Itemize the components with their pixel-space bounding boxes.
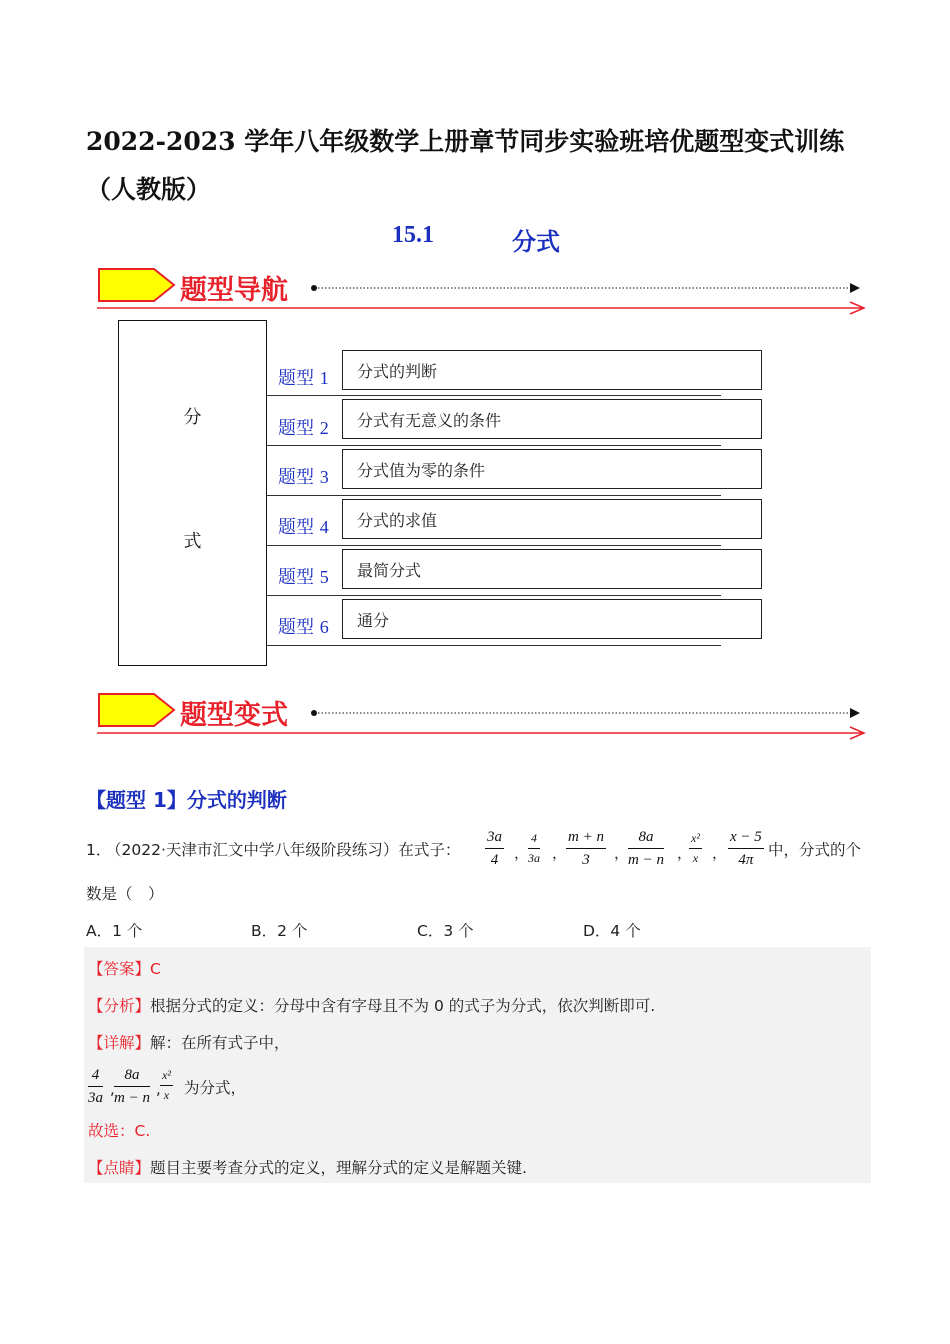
question-continuation: 数是（ ） (86, 885, 164, 903)
result-comma: , (156, 1080, 161, 1098)
detail-tag: 【详解】 (88, 1034, 151, 1052)
type-divider (267, 645, 721, 646)
comment-text: 题目主要考查分式的定义，理解分式的定义是解题关键. (150, 1159, 527, 1177)
type-box-4[interactable]: 分式的求值 (342, 499, 762, 539)
topic-char-bottom: 式 (183, 531, 202, 552)
analysis-text: 根据分式的定义：分母中含有字母且不为 0 的式子为分式，依次判断即可. (150, 997, 656, 1015)
type-box-2[interactable]: 分式有无意义的条件 (342, 399, 762, 439)
solution-panel (84, 947, 871, 1183)
type-label-1[interactable]: 题型 1 (278, 368, 329, 389)
fraction-3: $\frac{m + n}{3}$ (568, 829, 604, 868)
question-source: （2022·天津市汇文中学八年级阶段练习）在式子： (106, 841, 461, 859)
choice-line: 故选：C. (88, 1122, 151, 1140)
section-name: 分式 (512, 228, 560, 256)
result-comma: , (110, 1080, 115, 1098)
result-fraction-1: $\frac{4}{3a}$ (88, 1067, 103, 1106)
separator: ， (712, 844, 728, 862)
result-suffix: 为分式， (184, 1079, 247, 1097)
type-label-4[interactable]: 题型 4 (278, 517, 329, 538)
option-a[interactable]: A．1 个 (86, 922, 143, 940)
type-divider (267, 445, 721, 446)
type-label-3[interactable]: 题型 3 (278, 467, 329, 488)
fraction-2: $\frac{4}{3a}$ (528, 831, 540, 865)
separator: ， (552, 844, 568, 862)
nav-banner (96, 266, 868, 326)
variants-banner (96, 691, 868, 751)
type-divider (267, 495, 721, 496)
type-1-heading: 【题型 1】分式的判断 (86, 788, 287, 812)
comment-line (88, 1156, 527, 1178)
type-box-3[interactable]: 分式值为零的条件 (342, 449, 762, 489)
analysis-tag: 【分析】 (88, 997, 151, 1015)
document-title: 2022-2023 学年八年级数学上册章节同步实验班培优题型变式训练（人教版） (86, 127, 845, 204)
fraction-1: $\frac{3a}{4}$ (487, 829, 502, 868)
topic-box (118, 320, 267, 666)
fraction-6: $\frac{x - 5}{4\pi}$ (730, 829, 762, 868)
answer-tag: 【答案】 (88, 960, 151, 978)
topic-char-top: 分 (183, 407, 202, 428)
type-label-6[interactable]: 题型 6 (278, 617, 329, 638)
comment-tag: 【点睛】 (88, 1159, 151, 1177)
nav-banner-title: 题型导航 (180, 275, 288, 306)
option-b[interactable]: B．2 个 (251, 922, 308, 940)
separator: ， (514, 844, 530, 862)
question-tail: 中，分式的个 (768, 841, 862, 859)
detail-text: 解：在所有式子中， (150, 1034, 290, 1052)
separator: ， (614, 844, 630, 862)
option-c[interactable]: C．3 个 (417, 922, 474, 940)
result-fraction-2: $\frac{8a}{m - n}$ (114, 1067, 150, 1106)
question-number: 1． (86, 841, 112, 859)
answer-line (88, 957, 161, 979)
type-divider (267, 395, 721, 396)
type-label-5[interactable]: 题型 5 (278, 567, 329, 588)
answer-value: C (150, 960, 161, 978)
type-label-2[interactable]: 题型 2 (278, 418, 329, 439)
separator: ， (677, 844, 693, 862)
type-box-1[interactable]: 分式的判断 (342, 350, 762, 390)
type-divider (267, 595, 721, 596)
section-number: 15.1 (392, 222, 434, 248)
type-box-6[interactable]: 通分 (342, 599, 762, 639)
detail-line (88, 1031, 290, 1053)
fraction-5: $\frac{\text{x²}}{x}$ (691, 831, 700, 865)
variants-banner-title: 题型变式 (180, 700, 288, 731)
result-fraction-3: $\frac{\text{x²}}{x}$ (162, 1068, 171, 1102)
option-d[interactable]: D．4 个 (583, 922, 641, 940)
type-box-5[interactable]: 最简分式 (342, 549, 762, 589)
fraction-4: $\frac{8a}{m - n}$ (628, 829, 664, 868)
type-divider (267, 545, 721, 546)
analysis-line (88, 994, 655, 1016)
